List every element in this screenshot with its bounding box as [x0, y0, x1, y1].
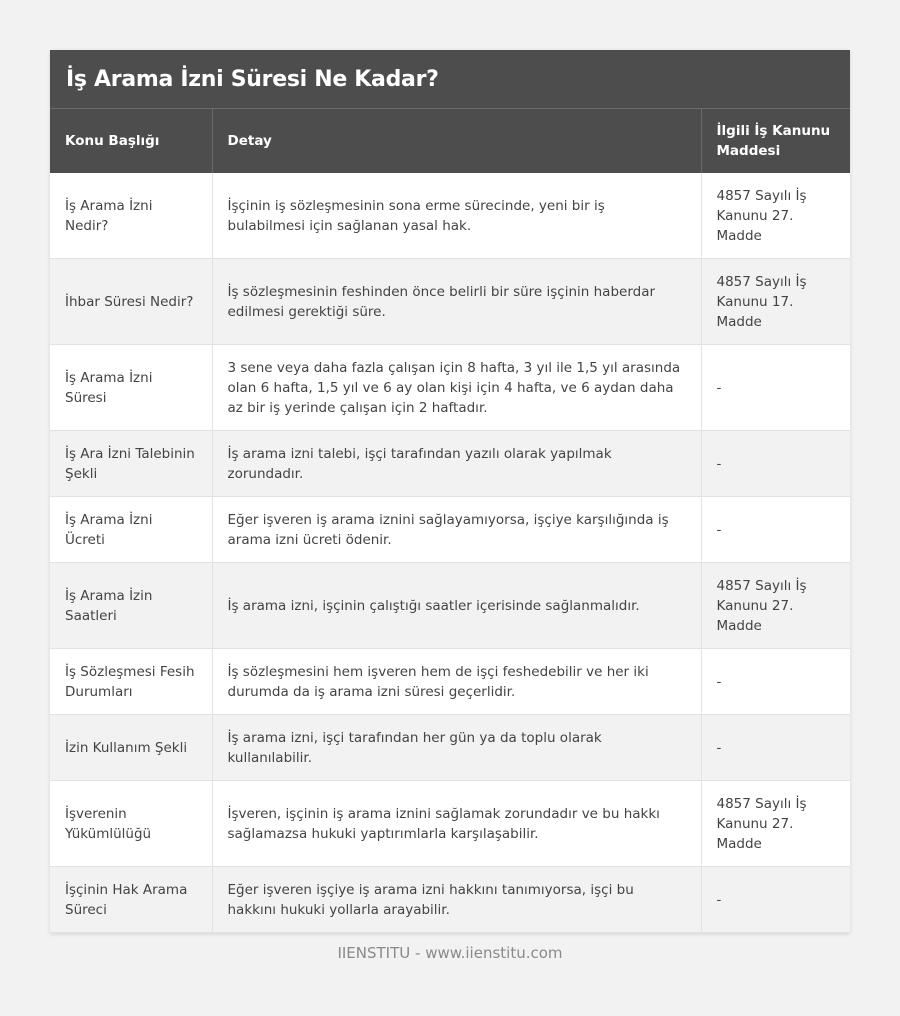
cell-topic: İş Arama İzni Süresi	[50, 345, 212, 431]
cell-article: -	[701, 649, 850, 715]
header-topic: Konu Başlığı	[50, 109, 212, 173]
cell-article: 4857 Sayılı İş Kanunu 27. Madde	[701, 563, 850, 649]
cell-detail: Eğer işveren işçiye iş arama izni hakkını tanımıyorsa, işçi bu hakkını hukuki yollarla arayabilir.	[212, 867, 701, 933]
cell-topic: İş Arama İzni Ücreti	[50, 497, 212, 563]
cell-topic: İş Sözleşmesi Fesih Durumları	[50, 649, 212, 715]
cell-article: 4857 Sayılı İş Kanunu 17. Madde	[701, 259, 850, 345]
cell-detail: İş arama izni, işçi tarafından her gün ya da toplu olarak kullanılabilir.	[212, 715, 701, 781]
cell-article: 4857 Sayılı İş Kanunu 27. Madde	[701, 173, 850, 259]
table-row	[50, 431, 850, 497]
cell-topic: İhbar Süresi Nedir?	[50, 259, 212, 345]
cell-detail: İş arama izni talebi, işçi tarafından yazılı olarak yapılmak zorundadır.	[212, 431, 701, 497]
table-row	[50, 259, 850, 345]
cell-topic: İşverenin Yükümlülüğü	[50, 781, 212, 867]
cell-detail: İş sözleşmesinin feshinden önce belirli bir süre işçinin haberdar edilmesi gerektiği süre.	[212, 259, 701, 345]
cell-topic: İşçinin Hak Arama Süreci	[50, 867, 212, 933]
cell-detail: İşçinin iş sözleşmesinin sona erme sürecinde, yeni bir iş bulabilmesi için sağlanan yasal hak.	[212, 173, 701, 259]
header-detail: Detay	[212, 109, 701, 173]
cell-topic: İş Arama İzni Nedir?	[50, 173, 212, 259]
cell-article: -	[701, 431, 850, 497]
cell-topic: İzin Kullanım Şekli	[50, 715, 212, 781]
cell-article: -	[701, 867, 850, 933]
table-row	[50, 497, 850, 563]
footer-credit: IIENSTITU - www.iienstitu.com	[337, 944, 563, 962]
table-row	[50, 715, 850, 781]
cell-article: -	[701, 715, 850, 781]
cell-article: -	[701, 497, 850, 563]
table-row	[50, 563, 850, 649]
cell-article: 4857 Sayılı İş Kanunu 27. Madde	[701, 781, 850, 867]
cell-article: -	[701, 345, 850, 431]
table-title: İş Arama İzni Süresi Ne Kadar?	[50, 50, 850, 109]
table-row	[50, 345, 850, 431]
cell-topic: İş Arama İzin Saatleri	[50, 563, 212, 649]
cell-detail: Eğer işveren iş arama iznini sağlayamıyorsa, işçiye karşılığında iş arama izni ücreti ödenir.	[212, 497, 701, 563]
cell-detail: İş arama izni, işçinin çalıştığı saatler içerisinde sağlanmalıdır.	[212, 563, 701, 649]
cell-topic: İş Ara İzni Talebinin Şekli	[50, 431, 212, 497]
table-row	[50, 649, 850, 715]
table-row	[50, 867, 850, 933]
cell-detail: 3 sene veya daha fazla çalışan için 8 hafta, 3 yıl ile 1,5 yıl arasında olan 6 hafta, 1,5 yıl ve 6 ay olan kişi için 4 hafta, ve 6 aydan daha az bir iş yerinde çalışan için 2 haftadır.	[212, 345, 701, 431]
cell-detail: İş sözleşmesini hem işveren hem de işçi feshedebilir ve her iki durumda da iş arama izni süresi geçerlidir.	[212, 649, 701, 715]
info-table	[50, 109, 850, 933]
header-row	[50, 109, 850, 173]
table-card	[50, 50, 850, 933]
table-row	[50, 173, 850, 259]
cell-detail: İşveren, işçinin iş arama iznini sağlamak zorundadır ve bu hakkı sağlamazsa hukuki yaptırımlarla karşılaşabilir.	[212, 781, 701, 867]
table-row	[50, 781, 850, 867]
header-article: İlgili İş Kanunu Maddesi	[701, 109, 850, 173]
